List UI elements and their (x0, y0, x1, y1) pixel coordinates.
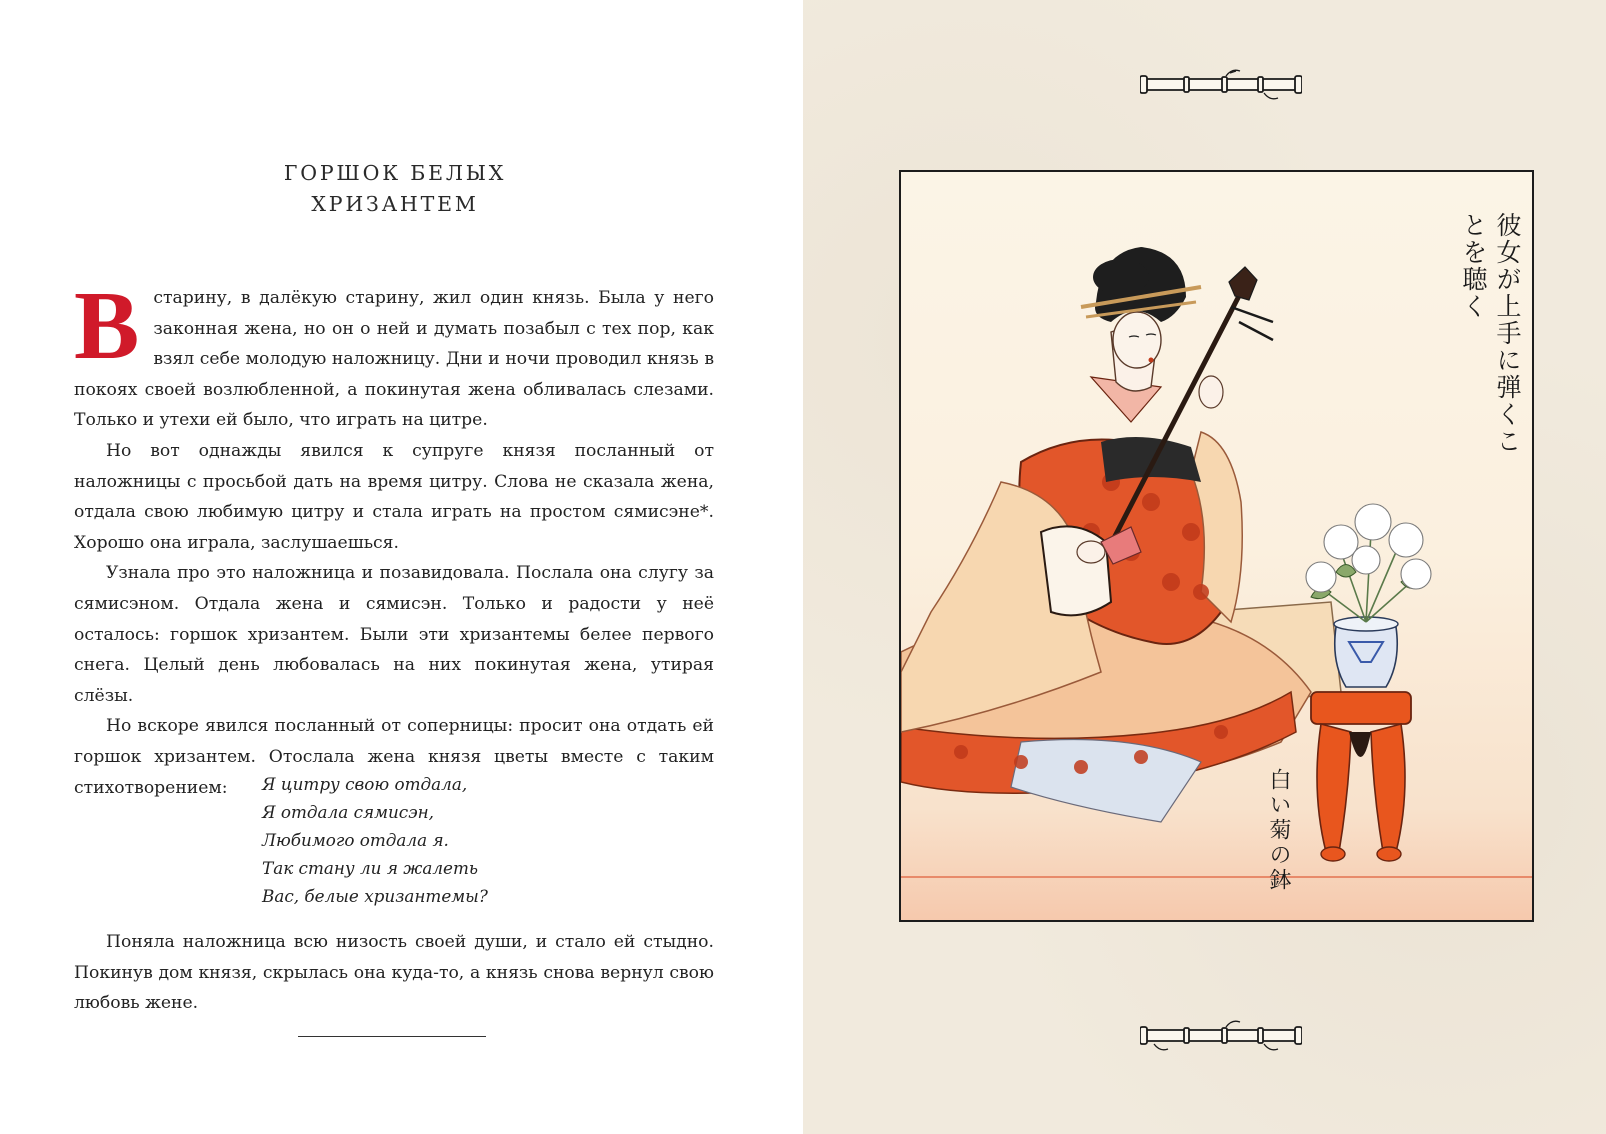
caption-bottom: 白い菊の鉢 (1266, 768, 1291, 893)
illustration-frame (899, 170, 1534, 922)
poem-line: Любимого отдала я. (262, 830, 449, 850)
poem (262, 770, 488, 910)
poem-line: Я цитру свою отдала, (262, 774, 468, 794)
caption-top: 彼女が上手に弾くことを聴く (1459, 212, 1522, 455)
paragraph-1 (74, 272, 714, 436)
paragraph-2: Но вот однажды явился к супруге князя посланный от наложницы с просьбой дать на время цитру. Слова не сказала жена, отдала свою любимую цитру и стала играть на простом сямисэне*. Хорошо она играла, заслушаешься. (74, 440, 714, 553)
vase (1334, 617, 1398, 687)
drop-cap: В (74, 272, 140, 380)
flower-stand (1311, 692, 1411, 861)
paragraph-5: Поняла наложница всю низость своей души, и стало ей стыдно. Покинув дом князя, скрылась она куда-то, а князь снова вернул свою любовь жене. (74, 932, 714, 1014)
paragraph-3: Узнала про это наложница и позавидовала. Послала она слугу за сямисэном. Отдала жена и сямисэн. Только и радости у неё осталось: горшок хризантем. Были эти хризантемы белее первого снега. Целый день любовалась на них покинутая жена, утирая слёзы. (74, 563, 714, 706)
bamboo-ornament-icon (1140, 65, 1302, 105)
right-page (803, 0, 1606, 1134)
end-divider (298, 1036, 486, 1037)
story-title (190, 158, 600, 220)
poem-line: Вас, белые хризантемы? (262, 886, 488, 906)
story-title-line-2: ХРИЗАНТЕМ (311, 192, 479, 216)
poem-line: Я отдала сямисэн, (262, 802, 434, 822)
story-title-line-1: ГОРШОК БЕЛЫХ (283, 161, 507, 185)
story-ending (74, 927, 714, 1019)
geisha-illustration (901, 172, 1534, 922)
poem-line: Так стану ли я жалеть (262, 858, 479, 878)
bamboo-ornament-icon (1140, 1016, 1302, 1056)
paragraph-1-text: старину, в далёкую старину, жил один князь. Была у него законная жена, но он о ней и думать позабыл с тех пор, как взял себе молодую наложницу. Дни и ночи проводил князь в покоях своей возлюбленной, а покинутая жена обливалась слезами. Только и утехи ей было, что играть на цитре. (74, 288, 714, 431)
paragraph-4: Но вскоре явился посланный от соперницы: просит она отдать ей горшок хризантем. Отослала жена князя цветы вместе с таким стихотворением: (74, 716, 714, 798)
story-body (74, 272, 714, 803)
